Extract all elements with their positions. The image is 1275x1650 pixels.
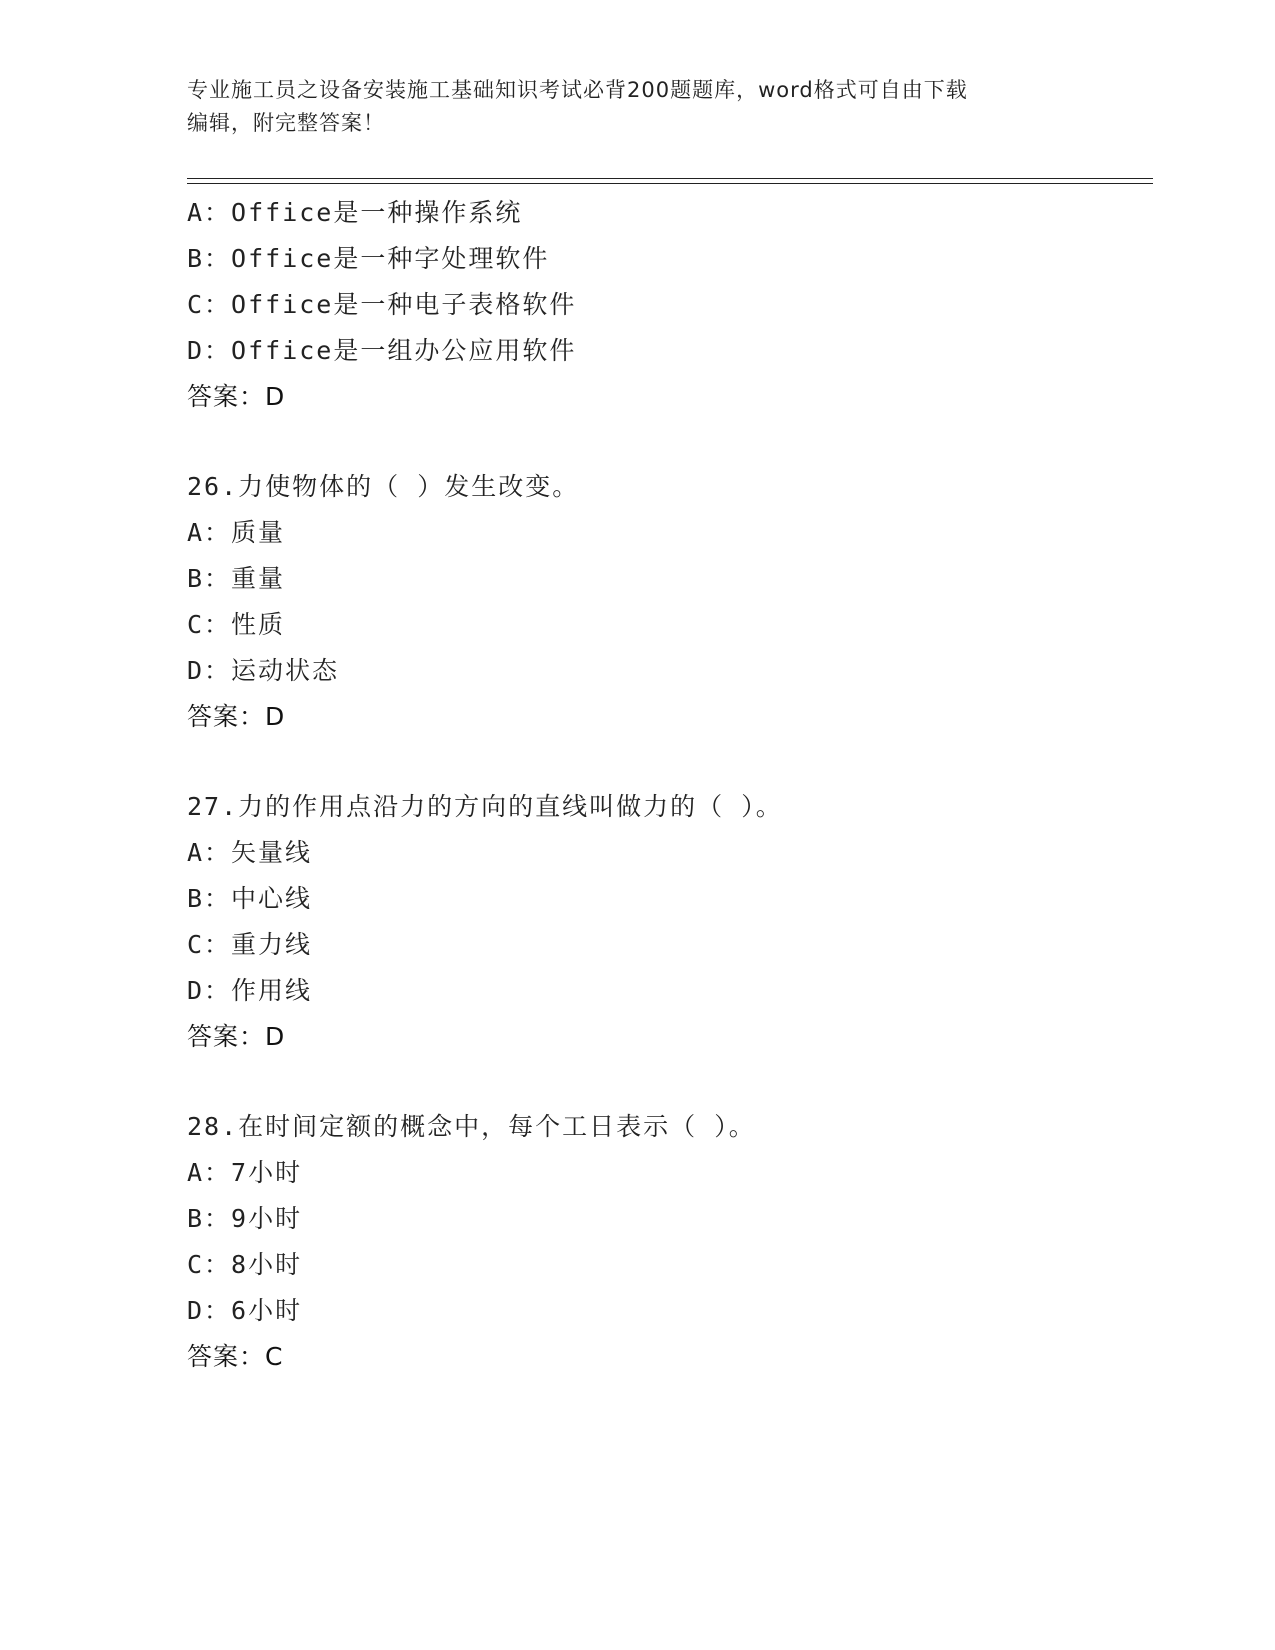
answer-line: 答案：D [187,1022,286,1051]
answer-line: 答案：D [187,382,286,411]
option-b: B：Office是一种字处理软件 [187,244,550,273]
header-divider-bottom [187,183,1153,184]
question-28 [187,1104,1153,1380]
question-stem: 28.在时间定额的概念中，每个工日表示（ ）。 [187,1112,756,1141]
option-d: D：6小时 [187,1296,303,1325]
option-a: A：矢量线 [187,838,313,867]
option-d: D：作用线 [187,976,313,1005]
question-25-continued [187,190,1153,420]
question-stem: 27.力的作用点沿力的方向的直线叫做力的（ ）。 [187,792,783,821]
option-b: B：重量 [187,564,286,593]
option-c: C：性质 [187,610,286,639]
header-line-2: 编辑，附完整答案！ [187,111,385,135]
option-a: A：7小时 [187,1158,303,1187]
option-d: D：运动状态 [187,656,340,685]
question-stem: 26.力使物体的（ ）发生改变。 [187,472,580,501]
answer-line: 答案：D [187,702,286,731]
question-26 [187,464,1153,740]
document-header [187,74,1067,140]
spacer [187,740,1153,784]
option-c: C：重力线 [187,930,313,959]
option-c: C：Office是一种电子表格软件 [187,290,577,319]
question-27 [187,784,1153,1060]
option-b: B：9小时 [187,1204,303,1233]
option-c: C：8小时 [187,1250,303,1279]
answer-line: 答案：C [187,1342,284,1371]
spacer [187,1060,1153,1104]
option-a: A：质量 [187,518,286,547]
header-divider-top [187,178,1153,179]
option-a: A：Office是一种操作系统 [187,198,523,227]
option-b: B：中心线 [187,884,313,913]
header-line-1: 专业施工员之设备安装施工基础知识考试必背200题题库，word格式可自由下载 [187,78,968,102]
option-d: D：Office是一组办公应用软件 [187,336,577,365]
question-list [187,190,1153,1380]
spacer [187,420,1153,464]
